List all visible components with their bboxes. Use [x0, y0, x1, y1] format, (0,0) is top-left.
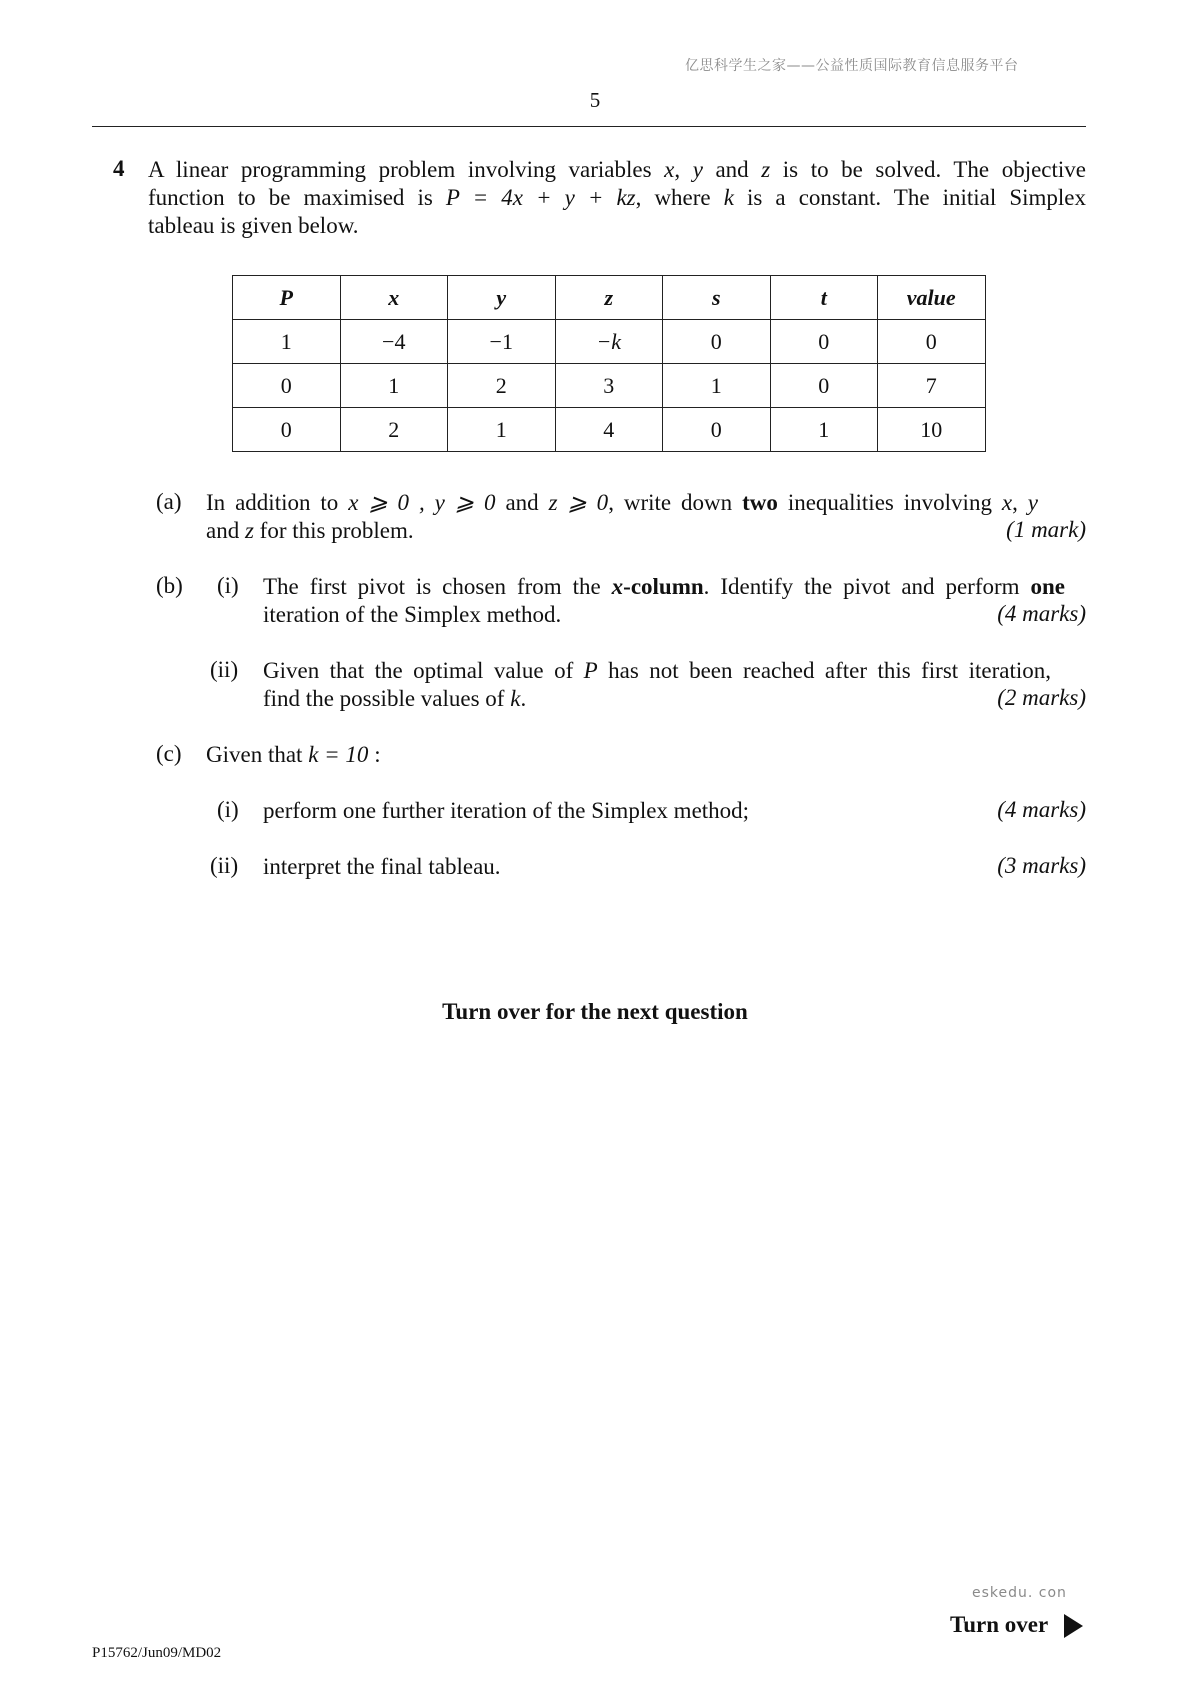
tableau-header-cell: s: [663, 276, 771, 320]
part-a-text: and: [206, 518, 245, 543]
tableau-header-cell: x: [340, 276, 448, 320]
part-b-ii-label: (ii): [210, 657, 239, 682]
part-b-ii-line-2: [263, 685, 526, 713]
watermark-header: 亿思科学生之家——公益性质国际教育信息服务平台: [685, 58, 1019, 74]
tableau-row: [233, 408, 986, 452]
tableau-cell: 0: [663, 320, 771, 364]
part-a-text: for this problem.: [253, 518, 414, 543]
watermark-footer: eskedu. con: [972, 1585, 1067, 1601]
var-y: y: [1027, 490, 1039, 515]
stem-text: and: [702, 157, 762, 182]
var-z: z: [761, 157, 771, 182]
tableau-cell: 1: [233, 320, 341, 364]
emphasis-two: two: [742, 490, 778, 515]
part-a-line-1: [206, 489, 1038, 517]
part-b-ii-marks: (2 marks): [997, 685, 1086, 710]
paper-code: P15762/Jun09/MD02: [92, 1645, 222, 1661]
part-c-ii-marks: (3 marks): [997, 853, 1086, 878]
stem-text: ,: [674, 157, 693, 182]
tableau-cell: 3: [555, 364, 663, 408]
tableau-cell: −k: [555, 320, 663, 364]
part-a-text: ,: [1012, 490, 1028, 515]
tableau-cell: 7: [878, 364, 986, 408]
stem-line-3: tableau is given below.: [148, 213, 359, 238]
part-b-label: (b): [156, 573, 183, 598]
next-question-note: Turn over for the next question: [442, 999, 748, 1024]
part-b-text: has not been reached after this first iteration,: [597, 658, 1051, 683]
k-equals-10: k = 10: [308, 742, 369, 767]
part-c-ii-text: interpret the final tableau.: [263, 854, 501, 879]
part-b-text: .: [520, 686, 527, 711]
part-b-i-label: (i): [217, 573, 239, 598]
part-b-i-marks: (4 marks): [997, 601, 1086, 626]
tableau-cell: 2: [448, 364, 556, 408]
tableau-header-cell: y: [448, 276, 556, 320]
var-x: x: [611, 574, 624, 599]
simplex-tableau: [232, 275, 986, 452]
part-a-text: inequalities involving: [777, 490, 1002, 515]
part-c-text: :: [368, 742, 381, 767]
var-x: x: [664, 157, 675, 182]
tableau-cell: 2: [340, 408, 448, 452]
part-a-text: and: [495, 490, 549, 515]
tableau-cell: 1: [770, 408, 878, 452]
objective-function: P = 4x + y + kz: [445, 185, 636, 210]
part-c-i-text: perform one further iteration of the Simplex method;: [263, 798, 750, 823]
emphasis-one: one: [1030, 574, 1065, 599]
part-c-intro: [206, 741, 381, 769]
stem-line-2: [148, 184, 1086, 212]
tableau-cell: 10: [878, 408, 986, 452]
tableau-cell: 0: [233, 364, 341, 408]
var-y: y: [692, 157, 703, 182]
header-rule: [92, 126, 1086, 127]
tableau-header-cell: z: [555, 276, 663, 320]
part-b-text: Given that the optimal value of: [263, 658, 584, 683]
part-b-text: . Identify the pivot and perform: [703, 574, 1031, 599]
part-a-text: , write down: [608, 490, 743, 515]
part-c-ii-label: (ii): [210, 853, 239, 878]
part-c-label: (c): [156, 741, 182, 766]
tableau-cell: 4: [555, 408, 663, 452]
stem-text: is to be solved. The objective: [770, 157, 1087, 182]
tableau-cell: −1: [448, 320, 556, 364]
tableau-cell: 1: [663, 364, 771, 408]
part-c-i-marks: (4 marks): [997, 797, 1086, 822]
page-number: 5: [589, 88, 601, 112]
question-stem: [148, 156, 1086, 240]
part-a-text: In addition to: [206, 490, 349, 515]
constraint-xy: x ⩾ 0 , y ⩾ 0: [348, 490, 496, 515]
tableau-header-cell: t: [770, 276, 878, 320]
part-b-text: find the possible values of: [263, 686, 511, 711]
var-k: k: [723, 185, 734, 210]
tableau-cell: 0: [663, 408, 771, 452]
stem-line-1: [148, 156, 1086, 184]
var-z: z: [244, 518, 254, 543]
part-c-text: Given that: [206, 742, 309, 767]
part-a-marks: (1 mark): [1006, 517, 1086, 542]
part-b-i-line-1: [263, 573, 1065, 601]
tableau-header-cell: value: [878, 276, 986, 320]
tableau-cell: 0: [233, 408, 341, 452]
stem-text: A linear programming problem involving variables: [148, 157, 665, 182]
tableau-row: [233, 364, 986, 408]
var-p: P: [583, 658, 598, 683]
part-c-i-label: (i): [217, 797, 239, 822]
tableau-cell: 1: [340, 364, 448, 408]
turn-over-label: Turn over: [950, 1612, 1049, 1637]
tableau-cell: 0: [770, 364, 878, 408]
part-b-ii-line-1: [263, 657, 1051, 685]
part-b-i-line-2: iteration of the Simplex method.: [263, 602, 562, 627]
tableau-header-cell: P: [233, 276, 341, 320]
tableau-cell: 1: [448, 408, 556, 452]
part-a-label: (a): [156, 489, 182, 514]
tableau-cell: −4: [340, 320, 448, 364]
constraint-z: z ⩾ 0: [548, 490, 609, 515]
x-column-label: -column: [623, 574, 704, 599]
var-x: x: [1001, 490, 1013, 515]
var-k: k: [510, 686, 521, 711]
stem-text: is a constant. The initial Simplex: [733, 185, 1087, 210]
tableau-row: [233, 320, 986, 364]
turn-over-arrow-icon: [1064, 1614, 1083, 1638]
question-number: 4: [113, 156, 125, 181]
stem-text: function to be maximised is: [148, 185, 446, 210]
tableau-header-row: [233, 276, 986, 320]
part-a-line-2: [206, 517, 414, 545]
part-b-text: The first pivot is chosen from the: [263, 574, 612, 599]
tableau-cell: 0: [770, 320, 878, 364]
tableau-cell: 0: [878, 320, 986, 364]
stem-text: , where: [635, 185, 724, 210]
